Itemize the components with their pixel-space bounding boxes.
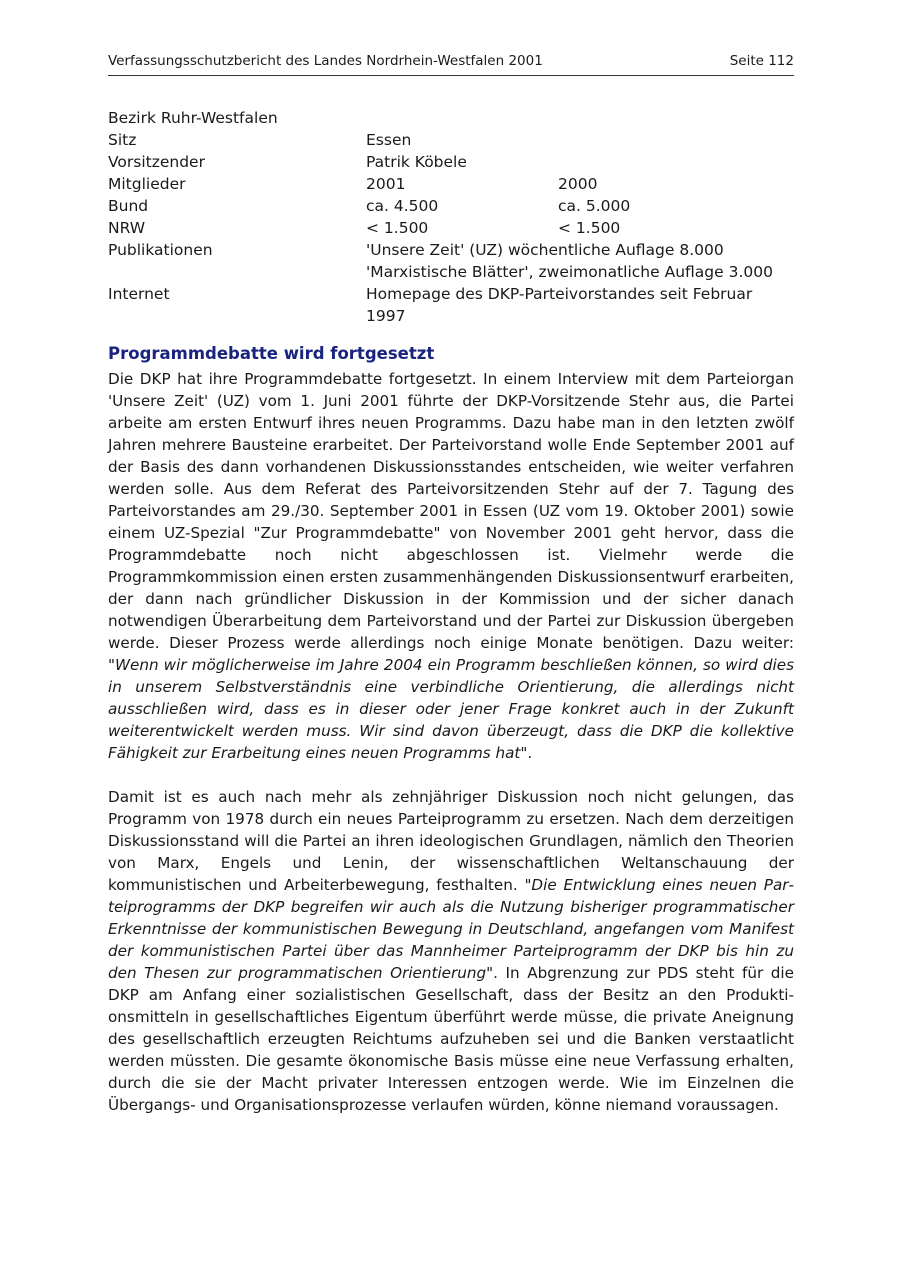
fact-row-bund	[108, 195, 798, 217]
paragraph-1-end: .	[527, 744, 533, 762]
year-2000: 2000	[558, 175, 598, 193]
fact-row-nrw	[108, 217, 798, 239]
sitz-label: Sitz	[108, 131, 137, 149]
fact-row-publications	[108, 239, 798, 283]
fact-row-members	[108, 173, 798, 195]
members-label: Mitglieder	[108, 175, 186, 193]
chair-label: Vorsitzender	[108, 153, 205, 171]
internet-label: Internet	[108, 285, 170, 303]
publication-mb: 'Marxistische Blätter', zweimonatliche Auflage 3.000	[366, 263, 773, 281]
section-body	[108, 368, 794, 1138]
nrw-label: NRW	[108, 219, 146, 237]
paragraph-1	[108, 368, 794, 764]
sitz-value: Essen	[366, 131, 412, 149]
section-heading: Programmdebatte wird fortgesetzt	[108, 344, 435, 363]
fact-row-internet	[108, 283, 798, 327]
publications-label: Publikationen	[108, 241, 213, 259]
page-number: Seite 112	[729, 53, 794, 69]
internet-value: Homepage des DKP-Parteivorstandes seit Februar 1997	[366, 285, 753, 325]
fact-row-sitz	[108, 129, 798, 151]
nrw-2000: < 1.500	[558, 219, 621, 237]
publication-uz: 'Unsere Zeit' (UZ) wöchentliche Auflage 8.000	[366, 241, 724, 259]
paragraph-2	[108, 786, 794, 1116]
paragraph-1-text: Die DKP hat ihre Programmdebatte fortgesetzt. In einem Interview mit dem Parteiorgan 'Unsere Zeit' (UZ) vom 1. Juni 2001 führte der DKP-Vorsitzende Stehr aus, die Partei arbeite am ersten Entwurf ihres neuen Programms. Dazu habe man in den letzten zwölf Jahren mehrere Bausteine erarbeitet. Der Parteivorstand wolle Ende September 2001 auf der Basis des dann vorhandenen Diskussionsstandes entscheiden, wie weiter verfahren werden solle. Aus dem Referat des Parteivorsitzenden Stehr auf der 7. Tagung des Parteivorstandes am 29./30. September 2001 in Essen (UZ vom 19. Oktober 2001) sowie einem UZ-Spezial "Zur Programmdebatte" von November 2001 geht hervor, dass die Programmdebatte noch nicht abgeschlossen ist. Vielmehr werde die Programmkommission einen ersten zusammenhängenden Diskussionsentwurf erarbeiten, der dann nach gründlicher Diskussion in der Kommission und der sicher danach notwendigen Überarbeitung dem Parteivorstand und der Partei zur Diskussion übergeben werde. Dieser Prozess werde allerdings noch einige Monate benötigen. Dazu weiter:	[108, 370, 794, 652]
year-2001: 2001	[366, 175, 406, 193]
region-name: Bezirk Ruhr-Westfalen	[108, 109, 278, 127]
chair-value: Patrik Köbele	[366, 153, 467, 171]
fact-table	[108, 107, 798, 327]
bund-2001: ca. 4.500	[366, 197, 439, 215]
nrw-2001: < 1.500	[366, 219, 429, 237]
page-header	[108, 53, 794, 76]
paragraph-2-text-end: ". In Abgrenzung zur PDS steht für die DKP am Anfang einer sozialistischen Gesellschaft, dass der Besitz an den Produktionsmitteln in gesellschaftliches Eigentum überführt werde müsse, die private Aneignung des gesellschaftlich erzeugten Reichtums aufzuheben sei und die Banken verstaatlicht werden müssten. Die gesamte ökonomische Basis müsse eine neue Verfassung erhalten, durch die sie der Macht privater Interessen entzogen werde. Wie im Einzelnen die Übergangs- und Organisationsprozesse verlaufen würden, könne niemand voraussagen.	[108, 964, 794, 1114]
paragraph-2-text: Damit ist es auch nach mehr als zehnjähriger Diskussion noch nicht gelungen, das Programm von 1978 durch ein neues Parteiprogramm zu ersetzen. Nach dem derzeitigen Diskussionsstand will die Partei an ihren ideologischen Grundlagen, nämlich den Theorien von Marx, Engels und Lenin, der wissenschaftlichen Weltanschauung der kommunistischen und Arbeiterbewegung, festhalten.	[108, 788, 794, 894]
bund-label: Bund	[108, 197, 149, 215]
paragraph-1-quote: "Wenn wir möglicherweise im Jahre 2004 ein Programm beschließen können, so wird dies in unserem Selbstverständnis eine verbindliche Orientierung, die allerdings nicht ausschließen wird, dass es in dieser oder jener Frage konkret auch in der Zukunft weiterentwickelt werden muss. Wir sind davon überzeugt, dass die DKP die kollektive Fähigkeit zur Erarbeitung eines neuen Programms hat"	[108, 656, 794, 762]
fact-row-region	[108, 107, 798, 129]
report-title: Verfassungsschutzbericht des Landes Nordrhein-Westfalen 2001	[108, 53, 543, 69]
paragraph-2-quote: "Die Entwicklung eines neuen Parteiprogramms der DKP begreifen wir auch als die Nutzung bisheriger programmatischer Erkenntnisse der kommunistischen Bewegung in Deutschland, angefangen vom Manifest der kommunistischen Partei über das Mannheimer Parteiprogramm der DKP bis hin zu den Thesen zur programmatischen Orientierung	[108, 876, 794, 982]
bund-2000: ca. 5.000	[558, 197, 631, 215]
fact-row-chair	[108, 151, 798, 173]
